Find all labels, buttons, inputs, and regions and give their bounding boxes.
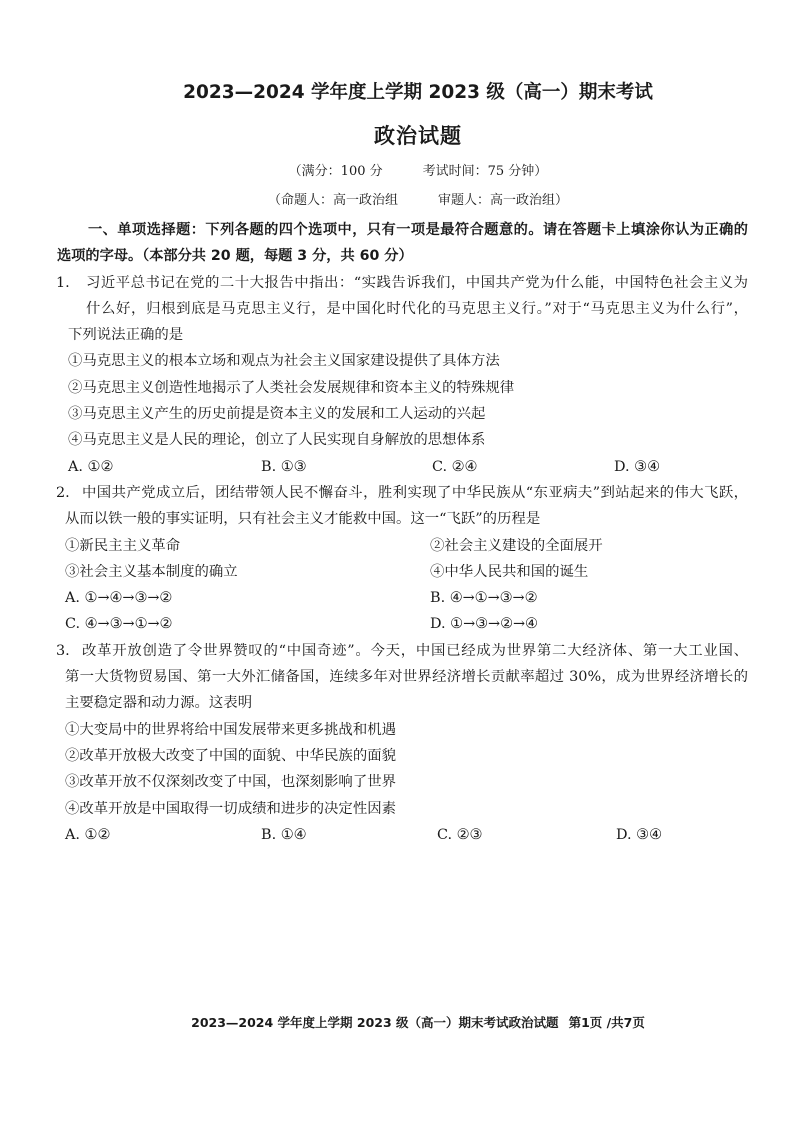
choice-a: A. ①② bbox=[68, 458, 114, 475]
full-score: （满分：100 分 bbox=[288, 164, 383, 179]
score-info bbox=[42, 162, 794, 182]
choice-c: C. ②④ bbox=[432, 458, 478, 475]
question-3-statement: ④改革开放是中国取得一切成绩和进步的决定性因素 bbox=[65, 800, 396, 817]
question-number: 3. bbox=[56, 642, 70, 659]
question-1-statement: ①马克思主义的根本立场和观点为社会主义国家建设提供了具体方法 bbox=[68, 353, 500, 370]
exam-body bbox=[0, 217, 794, 848]
question-2-choices-row bbox=[0, 611, 794, 637]
question-3-statement: ②改革开放极大改变了中国的面貌、中华民族的面貌 bbox=[65, 747, 396, 764]
question-1-statement: ③马克思主义产生的历史前提是资本主义的发展和工人运动的兴起 bbox=[68, 406, 486, 423]
question-stem-text: 中国共产党成立后，团结带领人民不懈奋斗，胜利实现了中华民族从“东亚病夫”到站起来的伟大飞跃， bbox=[82, 484, 748, 501]
question-3-statement: ③改革开放不仅深刻改变了中国，也深刻影响了世界 bbox=[65, 774, 396, 791]
section-heading-line: 一、单项选择题：下列各题的四个选项中，只有一项是最符合题意的。请在答题卡上填涂你认为正确的 bbox=[88, 222, 748, 238]
question-stem-text: 改革开放创造了令世界赞叹的“中国奇迹”。今天，中国已经成为世界第二大经济体、第一大工业国、 bbox=[82, 642, 748, 659]
exam-time: 考试时间：75 分钟） bbox=[422, 164, 548, 179]
exam-subtitle: 政治试题 bbox=[374, 124, 462, 148]
question-1-choices bbox=[0, 454, 794, 480]
question-3-choices bbox=[0, 822, 794, 848]
page-footer bbox=[42, 1013, 794, 1033]
choice-b: B. ①③ bbox=[261, 458, 307, 475]
question-2-statement: ③社会主义基本制度的确立 bbox=[65, 563, 238, 580]
question-stem-text: 习近平总书记在党的二十大报告中指出：“实践告诉我们，中国共产党为什么能，中国特色社会主义为 bbox=[86, 274, 748, 291]
footer-title: 2023—2024 学年度上学期 2023 级（高一）期末考试政治试题 bbox=[191, 1015, 559, 1030]
question-number: 2. bbox=[56, 484, 70, 501]
question-2-choices-row bbox=[0, 585, 794, 611]
page-number: 第1页 /共7页 bbox=[568, 1015, 645, 1030]
question-1-statement: ②马克思主义创造性地揭示了人类社会发展规律和资本主义的特殊规律 bbox=[68, 379, 515, 396]
question-1-stem-line: 什么好，归根到底是马克思主义行，是中国化时代化的马克思主义行。”对于“马克思主义为什么行”， bbox=[86, 300, 748, 317]
question-2-stem-line: 从而以铁一般的事实证明，只有社会主义才能救中国。这一“飞跃”的历程是 bbox=[65, 511, 541, 528]
choice-d: D. ③④ bbox=[616, 826, 662, 843]
reviewer: 审题人：高一政治组） bbox=[438, 193, 569, 208]
section-heading-line: 选项的字母。（本部分共 20 题，每题 3 分，共 60 分） bbox=[57, 248, 413, 265]
choice-b: B. ④→①→③→② bbox=[430, 590, 538, 607]
choice-d: D. ①→③→②→④ bbox=[430, 616, 538, 633]
question-1-statement: ④马克思主义是人民的理论，创立了人民实现自身解放的思想体系 bbox=[68, 432, 486, 449]
choice-c: C. ②③ bbox=[437, 826, 483, 843]
question-2-statement: ②社会主义建设的全面展开 bbox=[430, 537, 603, 554]
question-3-stem-line bbox=[0, 638, 794, 664]
choice-d: D. ③④ bbox=[614, 458, 660, 475]
choice-a: A. ①→④→③→② bbox=[65, 590, 173, 607]
choice-c: C. ④→③→①→② bbox=[65, 616, 173, 633]
question-3-stem-line: 第一大货物贸易国、第一大外汇储备国，连续多年对世界经济增长贡献率超过 30%，成为世界经济增长的 bbox=[65, 669, 748, 686]
choice-a: A. ①② bbox=[65, 826, 111, 843]
question-2-statement: ①新民主主义革命 bbox=[65, 537, 181, 554]
exam-title: 2023—2024 学年度上学期 2023 级（高一）期末考试 bbox=[183, 82, 653, 103]
question-3-stem-line: 主要稳定器和动力源。这表明 bbox=[65, 695, 253, 712]
question-2-statement: ④中华人民共和国的诞生 bbox=[430, 563, 589, 580]
question-1-stem-line: 下列说法正确的是 bbox=[68, 327, 184, 344]
question-1-stem-line bbox=[0, 270, 794, 296]
question-2-stem-line bbox=[0, 480, 794, 506]
question-3-statement: ①大变局中的世界将给中国发展带来更多挑战和机遇 bbox=[65, 721, 396, 738]
question-number: 1. bbox=[56, 274, 70, 291]
choice-b: B. ①④ bbox=[261, 826, 307, 843]
question-2-statement-row bbox=[0, 533, 794, 559]
setter: （命题人：高一政治组 bbox=[267, 193, 398, 208]
author-info bbox=[42, 191, 794, 211]
question-2-statement-row bbox=[0, 559, 794, 585]
